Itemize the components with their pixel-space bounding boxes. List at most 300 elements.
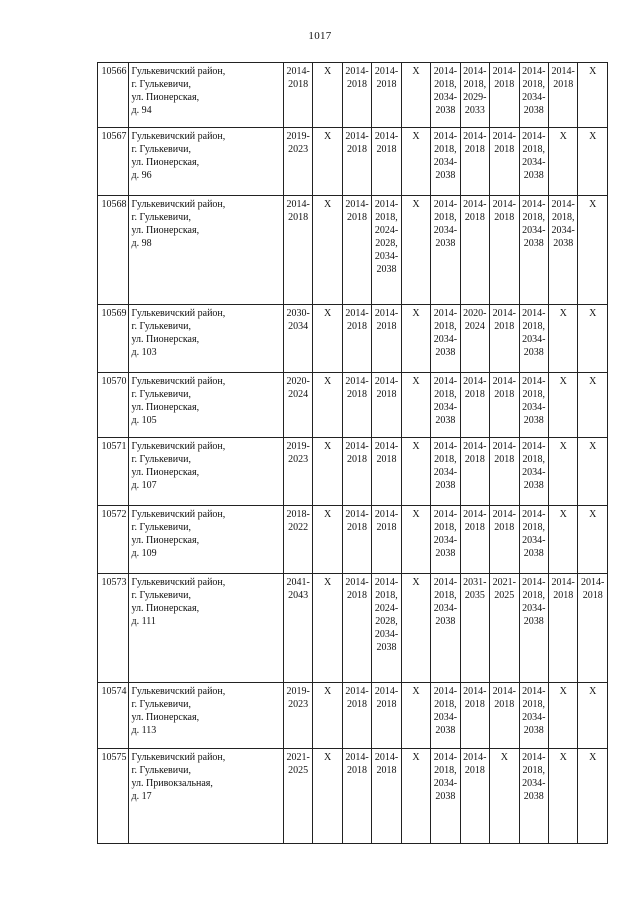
period-value: 2018,: [522, 144, 545, 155]
period-value: 2018: [347, 699, 368, 710]
period-cell: [519, 438, 548, 506]
period-value: 2024-: [374, 603, 399, 614]
table-body: [98, 63, 608, 844]
period-value: X: [589, 509, 597, 520]
period-value: 2041-: [286, 577, 310, 588]
period-cell: [578, 63, 608, 128]
period-cell: [401, 683, 430, 749]
period-value: 2014-: [433, 752, 458, 763]
address-line: д. 96: [131, 170, 152, 181]
address-cell: [129, 305, 283, 373]
period-cell: [519, 373, 548, 438]
period-cell: [283, 749, 312, 844]
period-value: 2025: [288, 765, 309, 776]
period-value: X: [412, 376, 420, 387]
period-cell: [578, 373, 608, 438]
period-cell: [548, 305, 577, 373]
table-row: [98, 305, 608, 373]
period-value: 2034-: [522, 603, 546, 614]
period-value: 2034-: [433, 334, 458, 345]
period-cell: [460, 196, 489, 305]
period-cell: [578, 128, 608, 196]
table-row: [98, 438, 608, 506]
period-value: 2018: [553, 590, 574, 601]
period-value: 2029-: [463, 92, 487, 103]
period-value: 2018,: [434, 212, 457, 223]
period-value: X: [589, 752, 597, 763]
period-value: 2014-: [374, 66, 399, 77]
period-cell: [313, 683, 342, 749]
period-cell: [578, 196, 608, 305]
period-cell: [431, 305, 460, 373]
table-row: [98, 506, 608, 574]
period-value: 2034: [288, 321, 309, 332]
period-value: 2038: [553, 238, 574, 249]
period-value: 2014-: [433, 199, 458, 210]
period-cell: [342, 63, 371, 128]
address-cell: [129, 749, 283, 844]
period-cell: [490, 305, 519, 373]
period-value: 2038: [523, 347, 544, 358]
period-cell: [372, 749, 401, 844]
period-value: 2020-: [286, 376, 310, 387]
row-number-cell: [98, 128, 129, 196]
period-value: 2028,: [375, 238, 398, 249]
period-cell: [313, 63, 342, 128]
address-line: Гулькевичский район,: [131, 577, 226, 588]
period-value: 2038: [435, 616, 456, 627]
period-cell: [490, 196, 519, 305]
period-cell: [431, 373, 460, 438]
address-line: г. Гулькевичи,: [131, 212, 191, 223]
period-cell: [342, 438, 371, 506]
period-value: 2014-: [492, 308, 516, 319]
period-cell: [519, 683, 548, 749]
period-cell: [372, 574, 401, 683]
address-line: г. Гулькевичи,: [131, 699, 191, 710]
period-value: 2025: [494, 590, 515, 601]
period-value: X: [559, 308, 567, 319]
period-value: 2018: [494, 699, 515, 710]
address-line: г. Гулькевичи,: [131, 765, 191, 776]
period-cell: [372, 196, 401, 305]
period-value: 2018,: [522, 454, 545, 465]
period-value: 2014-: [286, 66, 310, 77]
period-cell: [578, 683, 608, 749]
address-line: Гулькевичский район,: [131, 66, 226, 77]
period-cell: [431, 574, 460, 683]
period-cell: [313, 128, 342, 196]
period-value: 2018: [464, 522, 485, 533]
period-value: X: [323, 66, 332, 77]
address-line: Гулькевичский район,: [131, 308, 226, 319]
period-cell: [460, 506, 489, 574]
address-line: ул. Пионерская,: [131, 157, 200, 168]
row-number: 10570: [101, 376, 127, 387]
period-value: 2038: [435, 238, 456, 249]
address-line: д. 94: [131, 105, 152, 116]
period-value: 2034-: [522, 225, 546, 236]
period-value: 2014-: [463, 199, 487, 210]
row-number-cell: [98, 305, 129, 373]
period-cell: [490, 574, 519, 683]
period-value: 2014-: [345, 686, 369, 697]
period-value: X: [412, 752, 420, 763]
period-cell: [519, 506, 548, 574]
period-value: 2018,: [434, 321, 457, 332]
period-cell: [431, 683, 460, 749]
period-value: X: [412, 66, 420, 77]
period-value: 2021-: [492, 577, 516, 588]
period-value: 2018,: [522, 522, 545, 533]
period-value: 2018,: [522, 389, 545, 400]
period-cell: [548, 438, 577, 506]
period-value: 2038: [523, 238, 544, 249]
period-value: 2014-: [492, 66, 516, 77]
period-value: 2018,: [434, 590, 457, 601]
period-cell: [460, 683, 489, 749]
period-value: X: [323, 441, 332, 452]
period-value: X: [323, 509, 332, 520]
period-cell: [372, 305, 401, 373]
period-value: X: [323, 199, 332, 210]
period-value: 2018-: [286, 509, 310, 520]
period-value: 2038: [435, 791, 456, 802]
period-cell: [283, 683, 312, 749]
period-value: X: [412, 199, 420, 210]
period-value: 2014-: [374, 577, 399, 588]
address-line: г. Гулькевичи,: [131, 454, 191, 465]
period-cell: [313, 373, 342, 438]
address-line: ул. Пионерская,: [131, 225, 200, 236]
period-value: 2018: [464, 389, 485, 400]
period-value: 2038: [435, 480, 456, 491]
period-cell: [431, 749, 460, 844]
period-value: 2014-: [433, 131, 458, 142]
period-value: 2018: [464, 699, 485, 710]
period-value: X: [500, 752, 508, 763]
period-cell: [401, 574, 430, 683]
period-value: 2018,: [434, 699, 457, 710]
period-value: 2018: [553, 79, 574, 90]
period-value: 2018,: [434, 765, 457, 776]
table-row: [98, 683, 608, 749]
period-value: 2014-: [433, 441, 458, 452]
period-value: 2014-: [345, 441, 369, 452]
period-value: 2018,: [375, 590, 398, 601]
period-cell: [401, 373, 430, 438]
period-value: 2014-: [463, 686, 487, 697]
period-cell: [401, 506, 430, 574]
address-line: Гулькевичский район,: [131, 686, 226, 697]
period-value: 2034-: [551, 225, 575, 236]
period-value: 2018: [376, 522, 397, 533]
period-value: 2014-: [492, 199, 516, 210]
period-value: 2038: [435, 725, 456, 736]
period-value: X: [323, 577, 332, 588]
period-cell: [401, 749, 430, 844]
period-value: 2034-: [433, 92, 458, 103]
period-cell: [490, 683, 519, 749]
table-row: [98, 574, 608, 683]
period-value: X: [412, 308, 420, 319]
address-line: ул. Пионерская,: [131, 712, 200, 723]
period-value: 2014-: [374, 686, 399, 697]
row-number-cell: [98, 506, 129, 574]
period-value: 2014-: [433, 577, 458, 588]
period-value: 2014-: [463, 509, 487, 520]
period-value: 2038: [376, 264, 397, 275]
period-cell: [431, 438, 460, 506]
period-cell: [490, 749, 519, 844]
period-value: 2014-: [463, 441, 487, 452]
address-line: ул. Пионерская,: [131, 402, 200, 413]
row-number: 10569: [101, 308, 127, 319]
period-value: 2034-: [522, 712, 546, 723]
period-value: X: [412, 441, 420, 452]
period-value: 2014-: [522, 441, 546, 452]
address-line: г. Гулькевичи,: [131, 321, 191, 332]
period-value: 2014-: [522, 752, 546, 763]
row-number-cell: [98, 196, 129, 305]
address-cell: [129, 196, 283, 305]
period-value: 2034-: [433, 778, 458, 789]
period-cell: [578, 305, 608, 373]
period-cell: [548, 373, 577, 438]
period-cell: [283, 438, 312, 506]
period-value: 2018: [464, 454, 485, 465]
period-value: 2014-: [522, 577, 546, 588]
period-cell: [519, 128, 548, 196]
period-value: 2014-: [522, 686, 546, 697]
period-cell: [342, 128, 371, 196]
row-number: 10573: [101, 577, 127, 588]
housing-register-table: [97, 62, 608, 844]
period-value: 2018,: [434, 522, 457, 533]
period-value: 2014-: [345, 577, 369, 588]
period-value: 2018: [347, 454, 368, 465]
address-line: г. Гулькевичи,: [131, 590, 191, 601]
period-value: 2038: [435, 105, 456, 116]
period-value: 2018: [494, 321, 515, 332]
table-row: [98, 373, 608, 438]
period-cell: [372, 373, 401, 438]
address-line: Гулькевичский район,: [131, 509, 226, 520]
period-value: 2018: [494, 212, 515, 223]
period-value: X: [589, 131, 597, 142]
period-value: 2038: [523, 480, 544, 491]
period-value: 2018,: [551, 212, 575, 223]
period-value: 2014-: [345, 66, 369, 77]
period-value: 2028,: [375, 616, 398, 627]
period-cell: [401, 305, 430, 373]
period-value: X: [323, 376, 332, 387]
period-value: 2023: [288, 144, 309, 155]
row-number-cell: [98, 749, 129, 844]
table-row: [98, 63, 608, 128]
period-value: 2038: [435, 347, 456, 358]
period-value: 2018,: [522, 765, 545, 776]
period-value: 2018: [376, 144, 397, 155]
period-cell: [490, 506, 519, 574]
address-line: ул. Пионерская,: [131, 92, 200, 103]
address-cell: [129, 373, 283, 438]
period-cell: [460, 305, 489, 373]
period-value: 2018,: [522, 79, 545, 90]
period-value: 2018: [376, 699, 397, 710]
period-cell: [431, 128, 460, 196]
period-value: 2014-: [345, 376, 369, 387]
period-value: 2020-: [463, 308, 487, 319]
period-cell: [372, 683, 401, 749]
period-cell: [401, 128, 430, 196]
period-value: 2019-: [286, 441, 310, 452]
period-value: 2014-: [286, 199, 310, 210]
period-value: 2014-: [581, 577, 605, 588]
period-value: 2038: [435, 170, 456, 181]
period-cell: [460, 128, 489, 196]
period-value: 2018: [347, 590, 368, 601]
period-cell: [519, 574, 548, 683]
period-value: X: [589, 441, 597, 452]
period-value: 2034-: [433, 603, 458, 614]
period-cell: [519, 196, 548, 305]
period-value: 2014-: [345, 308, 369, 319]
period-cell: [548, 749, 577, 844]
period-value: 2018: [494, 522, 515, 533]
period-value: X: [323, 308, 332, 319]
address-line: г. Гулькевичи,: [131, 79, 191, 90]
address-cell: [129, 438, 283, 506]
period-value: 2014-: [463, 752, 487, 763]
period-value: 2023: [288, 454, 309, 465]
row-number: 10571: [101, 441, 127, 452]
period-value: 2034-: [433, 225, 458, 236]
period-value: 2033: [464, 105, 485, 116]
period-value: 2038: [523, 170, 544, 181]
address-cell: [129, 506, 283, 574]
address-line: д. 107: [131, 480, 157, 491]
period-value: 2014-: [522, 131, 546, 142]
period-cell: [313, 438, 342, 506]
period-cell: [283, 128, 312, 196]
period-cell: [401, 63, 430, 128]
period-value: 2018: [376, 765, 397, 776]
address-line: д. 113: [131, 725, 157, 736]
period-value: X: [323, 686, 332, 697]
period-cell: [342, 373, 371, 438]
address-cell: [129, 63, 283, 128]
period-cell: [519, 305, 548, 373]
period-value: 2018,: [463, 79, 487, 90]
period-value: 2014-: [463, 66, 487, 77]
period-value: 2043: [288, 590, 309, 601]
period-cell: [578, 438, 608, 506]
address-line: Гулькевичский район,: [131, 376, 226, 387]
row-number: 10566: [101, 66, 127, 77]
period-value: 2014-: [551, 66, 575, 77]
period-value: 2014-: [551, 199, 575, 210]
period-value: 2024: [464, 321, 485, 332]
address-line: ул. Пионерская,: [131, 535, 200, 546]
period-cell: [460, 63, 489, 128]
period-cell: [460, 438, 489, 506]
period-value: 2018: [288, 212, 309, 223]
period-value: 2038: [523, 725, 544, 736]
period-cell: [283, 63, 312, 128]
period-cell: [313, 506, 342, 574]
period-value: 2038: [435, 548, 456, 559]
period-value: 2018: [464, 765, 485, 776]
period-value: X: [412, 686, 420, 697]
period-value: 2014-: [492, 509, 516, 520]
period-cell: [342, 749, 371, 844]
address-line: ул. Привокзальная,: [131, 778, 213, 789]
period-cell: [578, 749, 608, 844]
address-line: д. 17: [131, 791, 152, 802]
period-value: 2014-: [492, 376, 516, 387]
address-line: д. 111: [131, 616, 156, 627]
period-value: 2014-: [374, 441, 399, 452]
table-row: [98, 196, 608, 305]
period-cell: [548, 63, 577, 128]
address-line: г. Гулькевичи,: [131, 389, 191, 400]
period-value: 2018: [347, 144, 368, 155]
period-value: 2014-: [345, 199, 369, 210]
period-cell: [548, 128, 577, 196]
period-value: 2014-: [345, 131, 369, 142]
period-cell: [431, 506, 460, 574]
period-value: 2014-: [374, 308, 399, 319]
address-line: г. Гулькевичи,: [131, 522, 191, 533]
period-value: X: [589, 376, 597, 387]
period-value: 2018,: [522, 321, 545, 332]
period-value: 2031-: [463, 577, 487, 588]
period-value: 2018,: [434, 79, 457, 90]
period-value: 2034-: [522, 334, 546, 345]
period-cell: [313, 574, 342, 683]
period-cell: [342, 574, 371, 683]
period-value: 2038: [523, 105, 544, 116]
period-cell: [490, 373, 519, 438]
period-value: 2018,: [434, 144, 457, 155]
period-value: 2014-: [463, 131, 487, 142]
page-number: 1017: [308, 30, 332, 42]
period-value: 2018: [494, 79, 515, 90]
period-value: 2038: [523, 616, 544, 627]
period-cell: [283, 574, 312, 683]
period-value: 2014-: [374, 376, 399, 387]
row-number-cell: [98, 683, 129, 749]
period-value: 2018: [288, 79, 309, 90]
period-value: 2014-: [374, 752, 399, 763]
period-value: 2019-: [286, 131, 310, 142]
period-value: 2018: [494, 144, 515, 155]
period-value: X: [559, 131, 567, 142]
period-value: 2018,: [434, 454, 457, 465]
period-value: 2014-: [551, 577, 575, 588]
period-value: X: [589, 199, 597, 210]
period-value: 2018: [376, 454, 397, 465]
period-cell: [490, 438, 519, 506]
period-cell: [519, 749, 548, 844]
period-value: X: [589, 686, 597, 697]
address-line: Гулькевичский район,: [131, 131, 226, 142]
period-cell: [372, 63, 401, 128]
period-value: 2014-: [345, 509, 369, 520]
period-value: 2034-: [433, 467, 458, 478]
period-value: 2014-: [522, 66, 546, 77]
